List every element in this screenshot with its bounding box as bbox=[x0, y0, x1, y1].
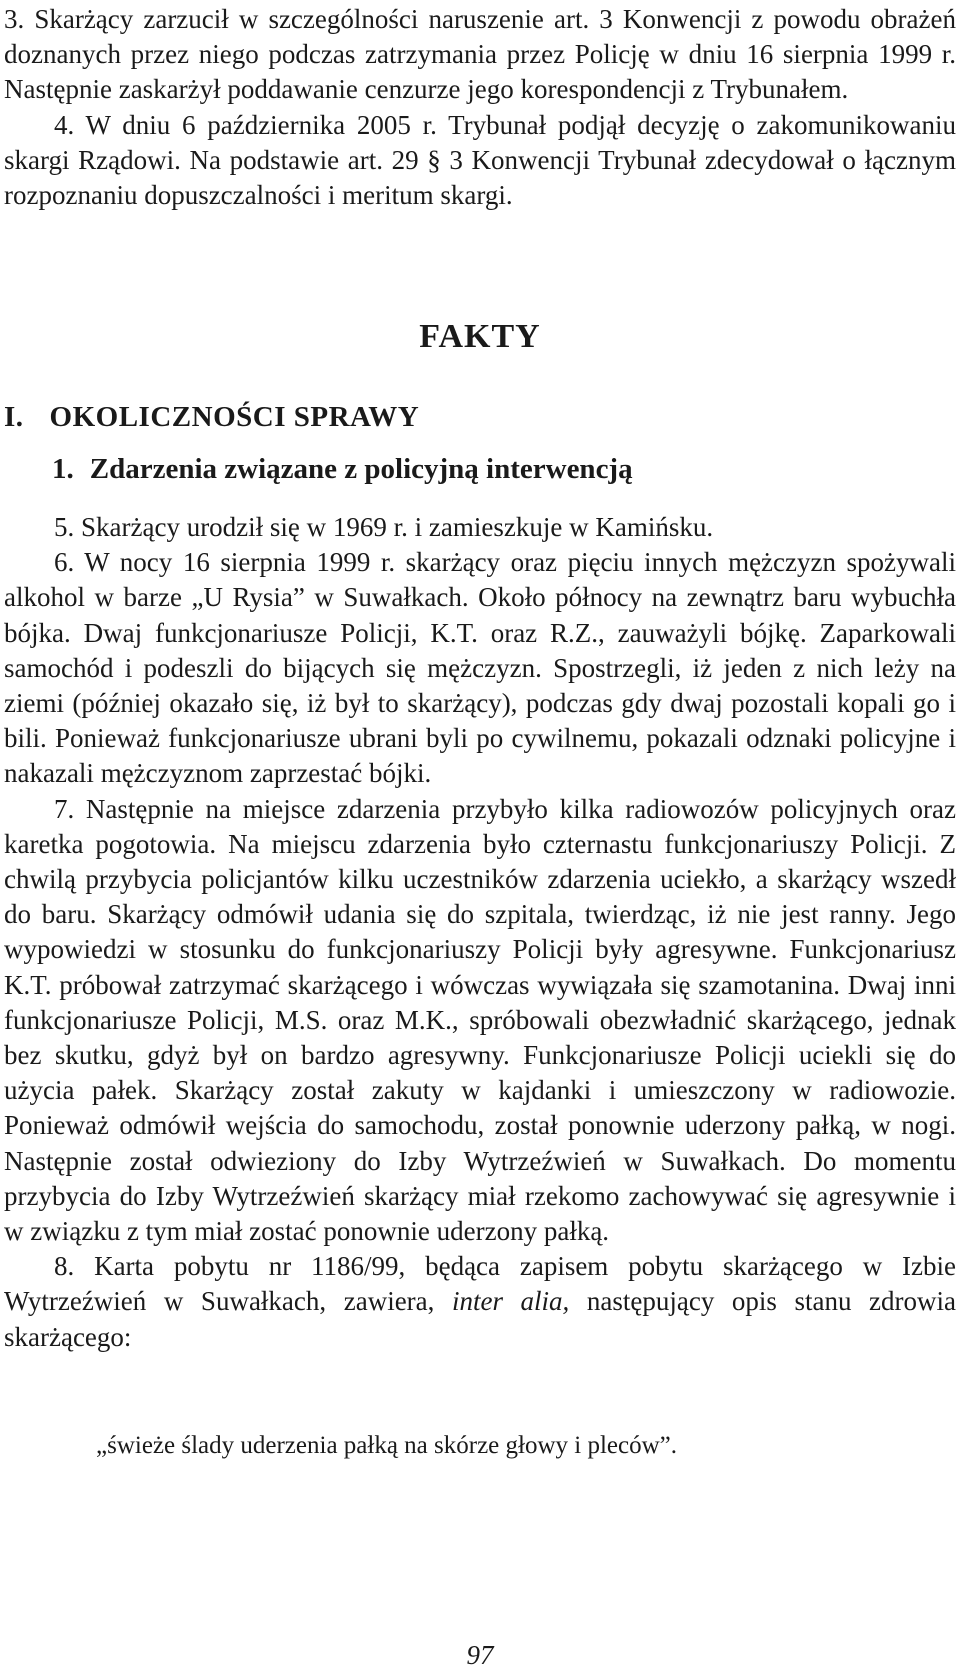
intro-paragraphs bbox=[4, 2, 956, 213]
page-number: 97 bbox=[466, 1640, 494, 1670]
section-roman-numeral: I. bbox=[4, 401, 24, 433]
latin-term: inter alia, bbox=[451, 1286, 570, 1317]
section-heading bbox=[4, 401, 419, 434]
paragraph-8-text-start: 8. Karta pobytu nr 1186/99, będąca zapisem pobytu skarżącego w Izbie Wytrzeźwień w Suwałkach, zawiera, bbox=[4, 1251, 956, 1317]
subsection-title: Zdarzenia związane z policyjną interwencją bbox=[89, 453, 633, 485]
paragraph-8 bbox=[4, 1249, 956, 1355]
paragraph-8-text-end: następujący opis stanu zdrowia skarżącego: bbox=[4, 1286, 957, 1352]
subsection-heading bbox=[52, 453, 633, 486]
section-title: OKOLICZNOŚCI SPRAWY bbox=[49, 401, 420, 433]
paragraph-3: 3. Skarżący zarzucił w szczególności naruszenie art. 3 Konwencji z powodu obrażeń doznanych przez niego podczas zatrzymania przez Policję w dniu 16 sierpnia 1999 r. Następnie zaskarżył poddawanie cenzurze jego korespondencji z Trybunałem. bbox=[4, 4, 956, 105]
block-quote: „świeże ślady uderzenia pałką na skórze głowy i pleców”. bbox=[96, 1432, 678, 1459]
paragraph-5: 5. Skarżący urodził się w 1969 r. i zamieszkuje w Kamińsku. bbox=[54, 512, 714, 542]
paragraph-6: 6. W nocy 16 sierpnia 1999 r. skarżący oraz pięciu innych mężczyzn spożywali alkohol w barze „U Rysia” w Suwałkach. Około północy na zewnątrz baru wybuchła bójka. Dwaj funkcjonariusze Policji, K.T. oraz R.Z., zauważyli bójkę. Zaparkowali samochód i podeszli do bijących się mężczyzn. Spostrzegli, iż jeden z nich leży na ziemi (później okazało się, iż był to skarżący), podczas gdy dwaj pozostali kopali go i bili. Ponieważ funkcjonariusze ubrani byli po cywilnemu, pokazali odznaki policyjne i nakazali mężczyznom zaprzestać bójki. bbox=[4, 547, 956, 789]
heading-fakty: FAKTY bbox=[419, 318, 541, 355]
paragraph-4: 4. W dniu 6 października 2005 r. Trybunał podjął decyzję o zakomunikowaniu skargi Rządowi. Na podstawie art. 29 § 3 Konwencji Trybunał zdecydował o łącznym rozpoznaniu dopuszczalności i meritum skargi. bbox=[4, 109, 956, 211]
body-paragraphs bbox=[4, 510, 956, 1355]
paragraph-7: 7. Następnie na miejsce zdarzenia przybyło kilka radiowozów policyjnych oraz karetka pogotowia. Na miejscu zdarzenia było czternastu funkcjonariuszy Policji. Z chwilą przybycia policjantów kilku uczestników zdarzenia uciekło, a skarżący wszedł do baru. Skarżący odmówił udania się do szpitala, twierdząc, iż nie jest ranny. Jego wypowiedzi w stosunku do funkcjonariuszy Policji były agresywne. Funkcjonariusz K.T. próbował zatrzymać skarżącego i wówczas wywiązała się szamotanina. Dwaj inni funkcjonariusze Policji, M.S. oraz M.K., spróbowali obezwładnić skarżącego, jednak bez skutku, gdyż był on bardzo agresywny. Funkcjonariusze Policji uciekli się do użycia pałek. Skarżący został zakuty w kajdanki i umieszczony w radiowozie. Ponieważ odmówił wejścia do samochodu, został ponownie uderzony pałką, w nogi. Następnie został odwieziony do Izby Wytrzeźwień w Suwałkach. Do momentu przybycia do Izby Wytrzeźwień skarżący miał rzekomo zachowywać się agresywnie i w związku z tym miał zostać ponownie uderzony pałką. bbox=[4, 793, 956, 1247]
subsection-number: 1. bbox=[52, 453, 74, 485]
